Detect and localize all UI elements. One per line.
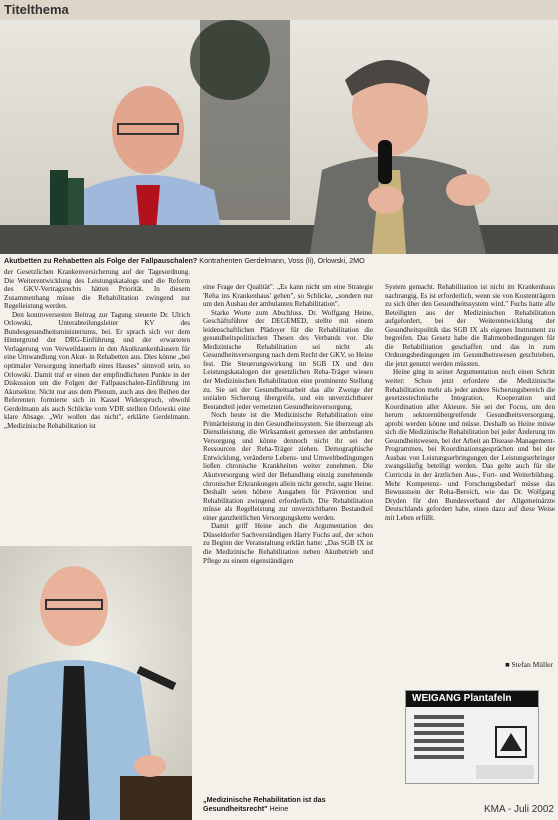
- ad-illustration: [406, 707, 538, 783]
- top-photo-illustration: [0, 20, 558, 254]
- portrait-photo: [0, 546, 192, 820]
- portrait-illustration: [0, 546, 192, 820]
- advertisement[interactable]: [405, 690, 539, 784]
- column-1-text: [4, 268, 190, 540]
- col2-paragraph: Damit griff Heine auch die Argumentation des Düsseldorfer Sachverständigen Harry Fuchs auf, der schon zu Beginn der Veranstaltung erklärt hatte: „Das SGB IX ist die Medizinische Rehabilitation neben Akutbetrieb und Pflege zu einem eigenständigen: [203, 522, 373, 565]
- pull-quote: [203, 795, 373, 813]
- col3-paragraph: Heine ging in seiner Argumentation noch einen Schritt weiter: Schon jetzt erfordere die Medizinische Rehabilitation mehr als jeder andere Sicherungsbereich die gesetzestechnische Integration, Kooperation und Koordination aller Akteure. Sie sei der Focus, um den herum sektorenübergreifende Gesundheitsversorgung, aprobi werden könne und müsse. Deshalb so Heine müsse sich die Medizinische Rehabilitation bei jeder Änderung im Gesundheitswesen, bei der Arbeit an Disease-Management-Programmen, bei Koordinationsgesprächen und bei der Ausbau von Leistungserbringungen der Leistungserbringer zwangsläufig beteiligt werden. Das gelte auch für die Curricula in der ärztlichen Aus-, Fort- und Weiterbildung. Mehr Kompetenz- und Forschungsbedarf müsse das Bewusstsein der Reha-Bereich, wie das Dr. Wolfgang Dryden für den Bundesverband der Allgemeinärzte Deutschlands gefordert habe, einen dazu auf diese Weise mit Leben erfüllt.: [385, 368, 555, 522]
- column-3-text: [385, 283, 555, 655]
- journal-issue: KMA - Juli 2002: [483, 804, 554, 815]
- column-2-text: [203, 283, 373, 763]
- author-name: Stefan Müller: [511, 660, 553, 669]
- col2-paragraph: eine Frage der Qualität". „Es kann nicht um eine Strategie 'Reha ins Krankenhaus' gehen", so Schlicke, „sondern nur um den Ausbau der ambulanten Rehabilitation".: [203, 283, 373, 309]
- pull-quote-attribution: Heine: [267, 804, 289, 813]
- col3-paragraph: System gemacht. Rehabilitation ist nicht im Krankenhaus nachrangig. Es ist erforderlich, wenn sie von Kostenträgern zu sich über den Gesundheitssystem wird." Fuchs hatte alle Beteiligten aus der Medizinischen Rehabilitation aufgefordert, bei der Weiterentwicklung der Gesundheitspolitik das SGB IX als eigenes Instrument zu begreifen. Das Gesetz habe die Rahmenbedingungen für die Rehabilitation geschaffen und das in zum Ordnungsbedingungen im Gesundheitswesen geschrieben, die jetzt genutzt werden müssten.: [385, 283, 555, 368]
- pull-quote-bold: „Medizinische Rehabilitation ist das Gesundheitsrecht": [203, 795, 326, 813]
- ad-brand-bar: [406, 691, 538, 707]
- caption-rest: Kontrahenten Gerdelmann, Voss (li), Orlowski, 2MO: [197, 256, 365, 265]
- section-title: Titelthema: [4, 2, 69, 17]
- top-photo: [0, 20, 558, 254]
- author-line: [385, 660, 553, 669]
- col2-paragraph: Starke Worte zum Abschluss. Dr. Wolfgang Heine, Geschäftsführer der DEGEMED, stellte mit einem leidenschaftlichen Plädoyer für die Rehabilitation die gesundheitspolitischen Thesen des Verbands vor. Die Medizinische Rehabilitation sei nicht als Gesundheitsversorgung nach dem Recht der GKV, so Heine fest. Die Steuerungswirkung im SGB IX und den Leistungskatalogen der gesetzlichen Reha-Träger wiesen der Medizinischen Rehabilitation eine prominente Stellung zu. Sie sei der Gesundheitsarbeit das alle Zweige der sozialen Sicherung übergreife, und ein unverzichtbarer Bestandteil jeder vernetzten Gesundheitsversorgung.: [203, 308, 373, 411]
- section-header: [0, 0, 558, 20]
- caption-bold: Akutbetten zu Rehabetten als Folge der Fallpauschalen?: [4, 256, 198, 265]
- col1-paragraph: der Gesetzlichen Krankenversicherung auf der Tagesordnung. Die Weiterentwicklung des Leistungskatalogs und die Reform des GKV-Vertragsrechts hätten Priorität. In diesem Zusammenhang müsse die Rehabilitation zwingend zur Regelleistung werden.: [4, 268, 190, 311]
- ad-brand: WEIGANG Plantafeln: [412, 693, 512, 704]
- col1-paragraph: Den kontroversesten Beitrag zur Tagung steuerte Dr. Ulrich Orlowski, Unterabteilungsleiter KV des Bundesgesundheitsministeriums, bei. Er sprach sich vor dem Hintergrund der DRG-Einführung und der erwarteten Verlagerung von Verweildauern in den Akutkrankenhäusern für eine Umwandlung von Akut- in Rehabetten aus. Dies könne „bei optimaler Versorgung innerhalb eines Hauses" sinnvoll sein, so Orlowski. Damit traf er einen der empfindlichsten Punkte in der Diskussion um die Folgen der Fallpauschalen-Einführung im Akutsektor. Nicht nur aus dem Plenum, auch aus den Reihen der Referenten formierte sich in Kassel Widerspruch, obwohl Gerdelmann als auch Schlicke vom VDR stellten Orlowski eine klare Absage. „Wir wollen das nicht", erklärte Gerdelmann. „Medizinische Rehabilitation ist: [4, 310, 190, 430]
- top-photo-caption: [4, 256, 554, 265]
- end-mark: ■: [505, 660, 512, 669]
- page-footer: [484, 804, 554, 815]
- col2-paragraph: Noch heute ist die Medizinische Rehabilitation eine Primärleistung in den Gesundheitssystem. Sie überzeugt als Dienstleistung, die Wirksamkeit gemessen der ambulanten Versorgung und könne dennoch nicht ihr sei der Ressourcen der Reha-Träger ziehen. Demographische Entwicklung, veränderte Lebens- und Umweltbedingungen ließen chronische Krankheiten weiter zunehmen. Die Akutversorgung wird der Behandlung einzig zunehmende chronischer Erkrankungen allein nicht gerecht, sagte Heine. Deshalb seien höhere Ausgaben für Prävention und Rehabilitation zwingend erforderlich. Die Rehabilitation müsse als Regelleistung zur unverzichtbaren Bestandteil einer ganzheitlichen Versorgungskette werden.: [203, 411, 373, 522]
